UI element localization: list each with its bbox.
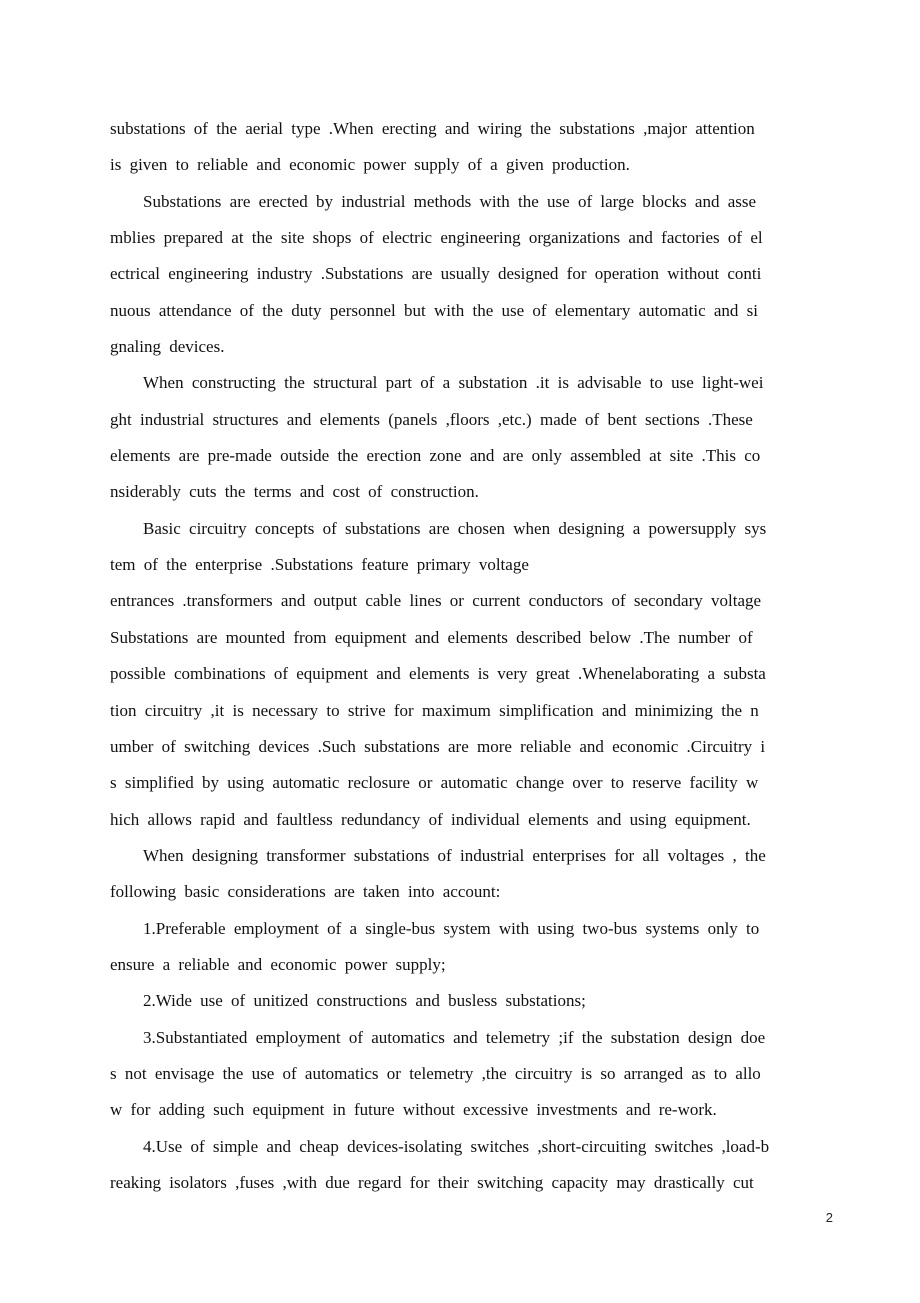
- text-line: gnaling devices.: [110, 337, 225, 357]
- text-line: possible combinations of equipment and elements is very great .Whenelaborating a substa: [110, 664, 766, 684]
- text-line: nsiderably cuts the terms and cost of construction.: [110, 482, 479, 502]
- text-line: ght industrial structures and elements (panels ,floors ,etc.) made of bent sections .These: [110, 409, 753, 429]
- text-line: ectrical engineering industry .Substations are usually designed for operation without conti: [110, 264, 762, 284]
- text-line: Substations are erected by industrial methods with the use of large blocks and asse: [143, 191, 757, 211]
- text-line: 3.Substantiated employment of automatics and telemetry ;if the substation design doe: [143, 1027, 766, 1047]
- text-line: When designing transformer substations of industrial enterprises for all voltages , the: [143, 845, 766, 865]
- text-line: s simplified by using automatic reclosure or automatic change over to reserve facility w: [110, 773, 759, 793]
- text-line: substations of the aerial type .When erecting and wiring the substations ,major attention: [110, 119, 755, 138]
- body-text: [110, 116, 832, 1206]
- text-line: 2.Wide use of unitized constructions and busless substations;: [143, 991, 586, 1011]
- text-line: tion circuitry ,it is necessary to strive for maximum simplification and minimizing the n: [110, 700, 759, 720]
- text-line: is given to reliable and economic power supply of a given production.: [110, 155, 630, 175]
- text-line: reaking isolators ,fuses ,with due regard for their switching capacity may drastically cut: [110, 1172, 754, 1192]
- text-line: w for adding such equipment in future without excessive investments and re-work.: [110, 1100, 717, 1120]
- text-line: 1.Preferable employment of a single-bus system with using two-bus systems only to: [143, 918, 760, 938]
- text-line: mblies prepared at the site shops of electric engineering organizations and factories of el: [110, 228, 763, 248]
- text-line: elements are pre-made outside the erection zone and are only assembled at site .This co: [110, 446, 761, 466]
- text-line: following basic considerations are taken into account:: [110, 882, 501, 902]
- text-line: nuous attendance of the duty personnel but with the use of elementary automatic and si: [110, 300, 758, 320]
- text-line: Substations are mounted from equipment and elements described below .The number of: [110, 627, 753, 647]
- text-line: Basic circuitry concepts of substations are chosen when designing a powersupply sys: [143, 518, 767, 538]
- text-line: ensure a reliable and economic power supply;: [110, 954, 446, 974]
- text-line: hich allows rapid and faultless redundancy of individual elements and using equipment.: [110, 809, 751, 829]
- text-line: When constructing the structural part of a substation .it is advisable to use light-wei: [143, 373, 764, 393]
- text-line: umber of switching devices .Such substations are more reliable and economic .Circuitry i: [110, 736, 766, 756]
- page-number: 2: [825, 1210, 833, 1225]
- text-line: tem of the enterprise .Substations feature primary voltage: [110, 555, 529, 575]
- text-line: entrances .transformers and output cable lines or current conductors of secondary voltage: [110, 591, 762, 611]
- text-line: 4.Use of simple and cheap devices-isolating switches ,short-circuiting switches ,load-b: [143, 1136, 770, 1156]
- text-line: s not envisage the use of automatics or telemetry ,the circuitry is so arranged as to allo: [110, 1063, 761, 1083]
